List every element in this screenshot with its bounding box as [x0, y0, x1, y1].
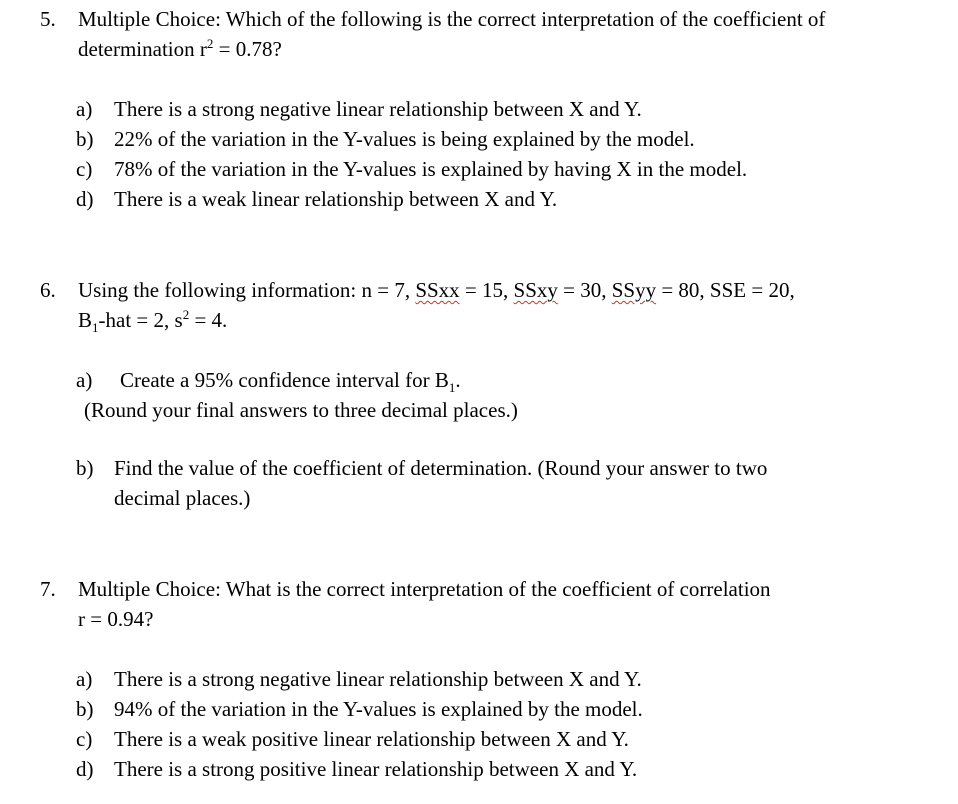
option-text: There is a strong negative linear relationship between X and Y. — [114, 667, 642, 691]
ssxy-term: SSxy — [513, 278, 558, 302]
question-6-line-2 — [78, 305, 938, 335]
question-7-option-d — [76, 754, 936, 784]
question-5-option-a — [76, 94, 936, 124]
option-letter: d) — [76, 187, 94, 211]
option-text: There is a weak linear relationship between X and Y. — [114, 187, 558, 211]
ssyy-term: SSyy — [611, 278, 657, 302]
q6-subscript: 1 — [92, 320, 99, 336]
question-5-option-c — [76, 154, 936, 184]
q5-line2-post: = 0.78? — [213, 37, 282, 61]
option-letter: c) — [76, 157, 93, 181]
question-6-part-b — [76, 453, 936, 513]
question-5-options — [76, 94, 936, 214]
question-7-line-1: Multiple Choice: What is the correct interpretation of the coefficient of correlation — [78, 577, 771, 601]
question-7-number: 7. — [40, 577, 56, 601]
option-letter: a) — [76, 667, 93, 691]
question-6-text — [78, 275, 938, 335]
question-6-part-a-prompt — [76, 365, 936, 395]
option-text: Find the value of the coefficient of determination. (Round your answer to two — [114, 456, 768, 480]
option-text: 22% of the variation in the Y-values is being explained by the model. — [114, 127, 695, 151]
q6a-text-pre: Create a 95% confidence interval for B — [120, 368, 449, 392]
question-6-number: 6. — [40, 278, 56, 302]
option-letter: b) — [76, 697, 94, 721]
question-5-option-d — [76, 184, 936, 214]
ssxx-term: SSxx — [415, 278, 460, 302]
question-7-line-2: r = 0.94? — [78, 607, 154, 631]
option-text — [120, 365, 461, 395]
question-5-number: 5. — [40, 7, 56, 31]
question-5-option-b — [76, 124, 936, 154]
option-letter: c) — [76, 727, 93, 751]
option-text: There is a weak positive linear relationship between X and Y. — [114, 727, 629, 751]
option-letter: b) — [76, 456, 94, 480]
question-6-part-a — [76, 365, 936, 425]
question-7-option-c — [76, 724, 936, 754]
q5-line2-pre: determination r — [78, 37, 207, 61]
rounding-note: (Round your final answers to three decimal places.) — [84, 398, 518, 422]
q6-text-part: = 80, SSE = 20, — [656, 278, 795, 302]
question-5-line-1: Multiple Choice: Which of the following is the correct interpretation of the coefficient of — [78, 7, 826, 31]
option-letter: a) — [76, 368, 93, 392]
q6-text-part: -hat = 2, s — [98, 308, 183, 332]
q6-text-part: = 4. — [189, 308, 228, 332]
question-6-part-b-line-2 — [76, 483, 936, 513]
option-text: 94% of the variation in the Y-values is explained by the model. — [114, 697, 643, 721]
question-7-option-a — [76, 664, 936, 694]
option-text: decimal places.) — [114, 486, 251, 510]
q6-text-part: Using the following information: n = 7, — [78, 278, 416, 302]
q6-superscript: 2 — [182, 307, 190, 322]
option-letter: b) — [76, 127, 94, 151]
option-text: There is a strong positive linear relationship between X and Y. — [114, 757, 638, 781]
option-letter: d) — [76, 757, 94, 781]
question-7-options — [76, 664, 936, 784]
q6-text-part: B — [78, 308, 93, 332]
question-6-part-b-prompt — [76, 453, 936, 483]
option-letter: a) — [76, 97, 93, 121]
q5-superscript: 2 — [206, 36, 214, 51]
question-6-part-a-note — [76, 395, 936, 425]
option-text: 78% of the variation in the Y-values is explained by having X in the model. — [114, 157, 748, 181]
question-5-line-2 — [78, 34, 938, 64]
option-text: There is a strong negative linear relationship between X and Y. — [114, 97, 642, 121]
q6a-subscript: 1 — [448, 380, 456, 396]
question-5-text — [78, 4, 938, 64]
q6a-text-post: . — [455, 368, 461, 392]
question-7-option-b — [76, 694, 936, 724]
q6-text-part: = 30, — [557, 278, 612, 302]
question-7-text — [78, 574, 938, 634]
q6-text-part: = 15, — [459, 278, 514, 302]
question-6-line-1 — [78, 275, 938, 305]
